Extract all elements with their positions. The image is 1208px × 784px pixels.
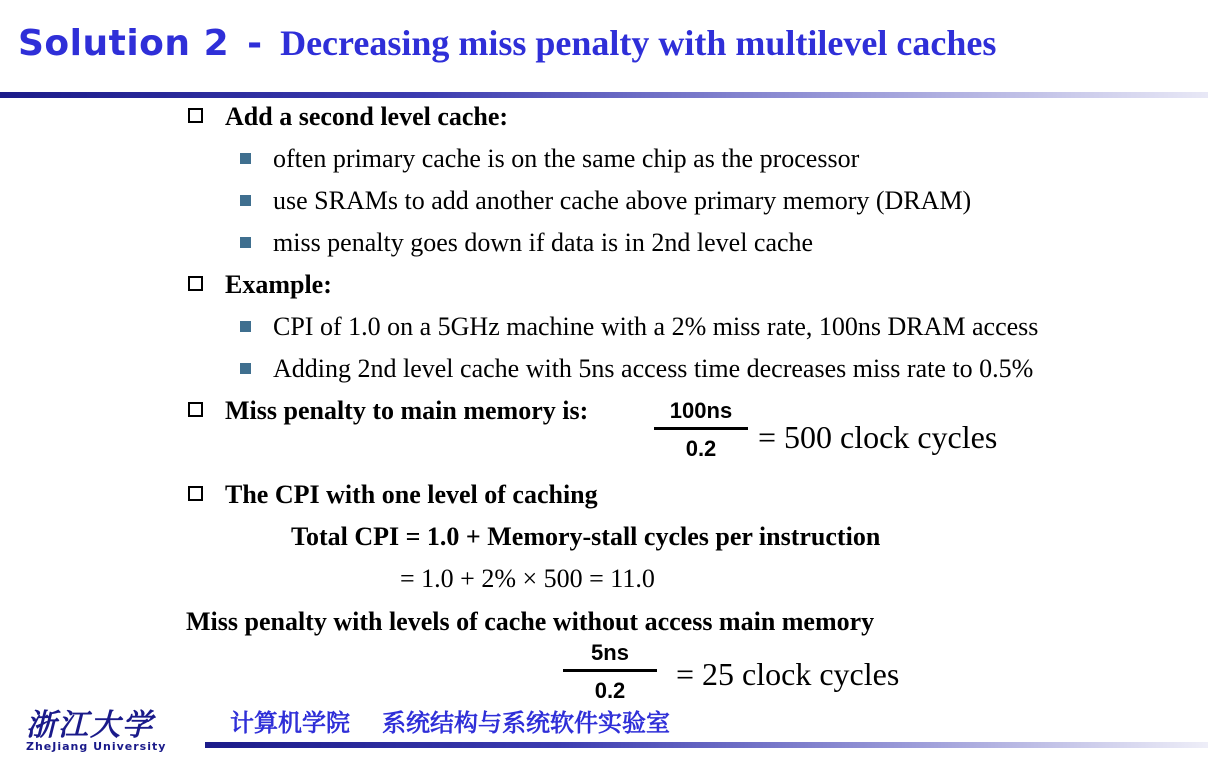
bullet-cpi-heading: The CPI with one level of caching	[188, 480, 598, 510]
total-cpi-calculation: = 1.0 + 2% × 500 = 11.0	[400, 564, 655, 593]
miss-penalty-result: = 500 clock cycles	[758, 419, 998, 455]
title-underline	[0, 92, 1208, 98]
total-cpi-formula: Total CPI = 1.0 + Memory-stall cycles per instruction	[291, 522, 881, 551]
title-dash: -	[247, 23, 263, 64]
bullet-second-level-heading: Add a second level cache:	[188, 102, 508, 132]
hollow-square-bullet-icon	[188, 276, 203, 291]
fraction-denominator: 0.2	[594, 678, 626, 703]
sub-bullet: Adding 2nd level cache with 5ns access time decreases miss rate to 0.5%	[240, 354, 1033, 384]
fraction-numerator: 100ns	[669, 398, 733, 423]
fraction-bar	[563, 669, 657, 672]
fraction-numerator: 5ns	[591, 640, 629, 665]
footer-rule	[205, 742, 1208, 748]
hollow-square-bullet-icon	[188, 402, 203, 417]
hollow-square-bullet-icon	[188, 108, 203, 123]
hollow-square-bullet-icon	[188, 486, 203, 501]
square-bullet-icon	[240, 153, 251, 164]
footer-department	[230, 703, 670, 738]
square-bullet-icon	[240, 363, 251, 374]
slide-title	[18, 22, 996, 64]
miss-penalty-fraction	[654, 398, 748, 462]
square-bullet-icon	[240, 195, 251, 206]
fraction-bar	[654, 427, 748, 430]
sub-bullet: CPI of 1.0 on a 5GHz machine with a 2% miss rate, 100ns DRAM access	[240, 312, 1038, 342]
university-logo-chinese: 浙江大学	[26, 708, 154, 743]
bullet-miss-penalty-heading: Miss penalty to main memory is:	[188, 396, 588, 426]
footer-college: 计算机学院	[230, 709, 350, 737]
sub-bullet: miss penalty goes down if data is in 2nd level cache	[240, 228, 813, 258]
footer-lab: 系统结构与系统软件实验室	[382, 709, 670, 737]
bullet-example-heading: Example:	[188, 270, 332, 300]
university-logo-english: ZheJiang University	[26, 740, 167, 753]
l2-penalty-result: = 25 clock cycles	[676, 656, 900, 692]
title-text: Decreasing miss penalty with multilevel caches	[280, 23, 997, 63]
sub-bullet: use SRAMs to add another cache above primary memory (DRAM)	[240, 186, 971, 216]
l2-penalty-heading: Miss penalty with levels of cache without access main memory	[186, 607, 875, 636]
sub-bullet: often primary cache is on the same chip as the processor	[240, 144, 859, 174]
l2-penalty-fraction	[563, 640, 657, 704]
square-bullet-icon	[240, 237, 251, 248]
fraction-denominator: 0.2	[685, 436, 717, 461]
square-bullet-icon	[240, 321, 251, 332]
title-prefix: Solution 2	[18, 23, 230, 64]
